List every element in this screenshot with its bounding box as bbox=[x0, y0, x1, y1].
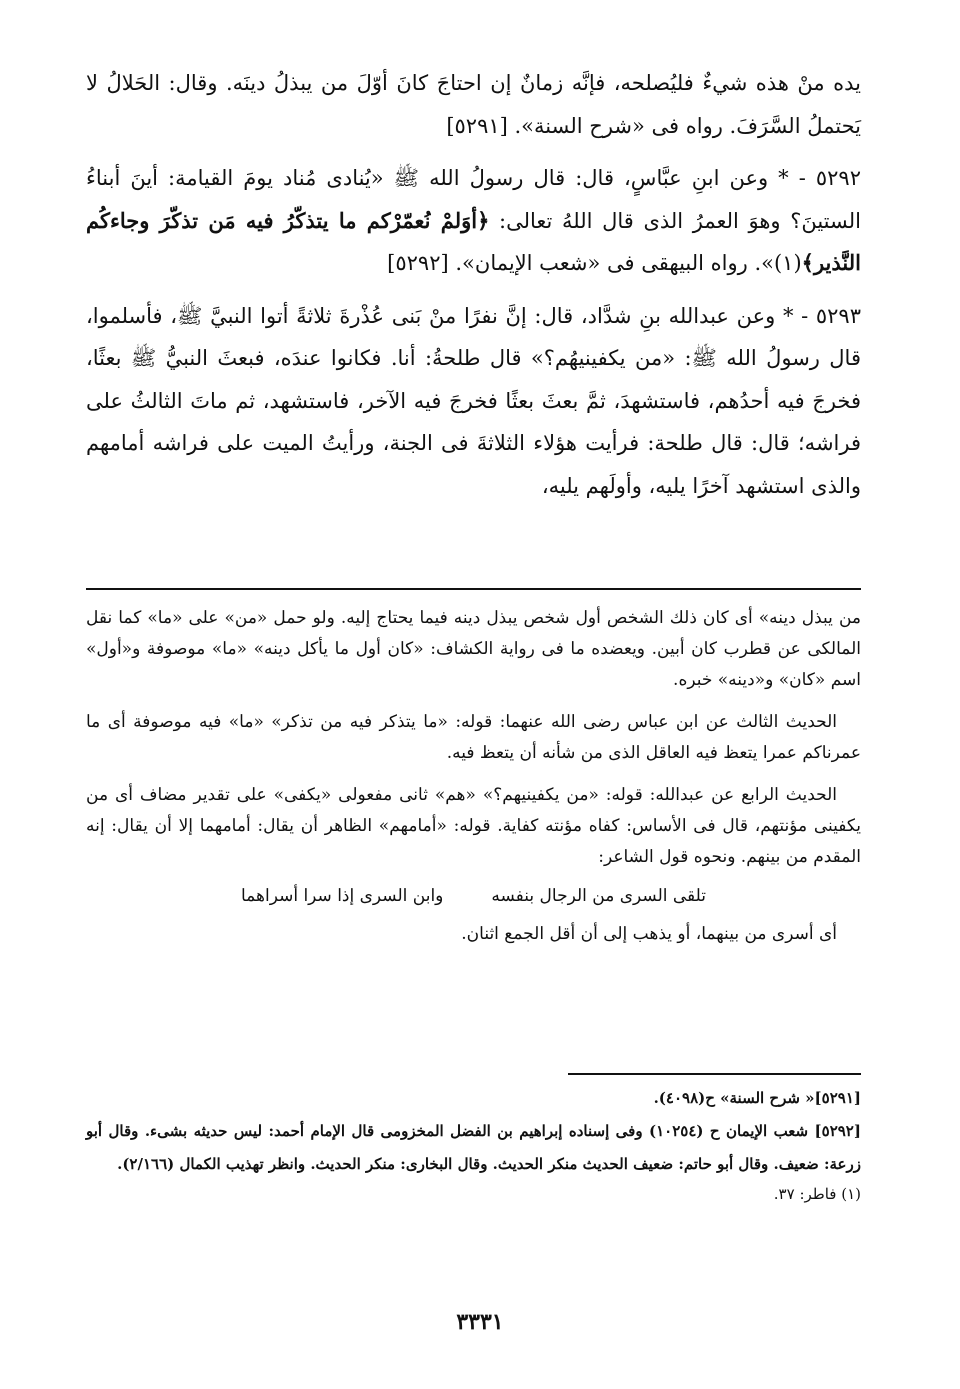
poetry-verse bbox=[86, 881, 861, 912]
commentary-paragraph-3: الحديث الرابع عن عبدالله: قوله: «من يكفينيهم؟» «هم» ثانى مفعولى «يكفى» على تقدير مضاف أى من يكفينى مؤنتهم، قال فى الأساس: كفاه مؤنته كفاية. قوله: «أمامهم» الظاهر أن يقال: أمامهما إلا أن يقال: إنه المقدم من بينهم. ونحوه قول الشاعر: bbox=[86, 785, 861, 867]
verse-second-hemistich: وابن السرى إذا سرا أسراهما bbox=[241, 886, 444, 906]
hadith-5292-text-b: (١)». رواه البيهقى فى «شعب الإيمان». [٥٢٩٢] bbox=[387, 251, 802, 275]
main-divider bbox=[86, 588, 861, 590]
hadith-text bbox=[86, 62, 861, 507]
quran-quote: ﴿أوَلمْ نُعمّرْكم ما يتذكّرُ فيه مَن تذكّرَ وجاءكُم النَّذير﴾ bbox=[86, 207, 861, 275]
hadith-5291-continuation: يده منْ هذه شيءٌ فليُصلحه، فإنَّه زمانٌ إن احتاجَ كانَ أوّلَ من يبذلُ دينَه. وقال: الحَلالُ لا يَحتملُ السَّرَفَ. رواه فى «شرح السنة». [٥٢٩١] bbox=[86, 71, 861, 138]
commentary-paragraph-4: أى أسرى من بينهما، أو يذهب إلى أن أقل الجمع اثنان. bbox=[461, 924, 837, 944]
commentary-paragraph-1: من يبذل دينه» أى كان ذلك الشخص أول شخص يبذل دينه فيما يحتاج إليه. ولو حمل «من» على «ما» كما نقل المالكى عن قطرب كان أبين. ويعضده ما فى رواية الكشاف: «كان أول ما يأكل دينه» «ما» موصوفة و«أول» اسم «كان» و«دينه» خبره. bbox=[86, 608, 861, 690]
verse-first-hemistich: تلقى السرى من الرجال بنفسه bbox=[491, 886, 706, 906]
page-number: ٣٣٣١ bbox=[456, 1309, 504, 1335]
footnote-5291: [٥٢٩١]« شرح السنة» ح(٤٠٩٨). bbox=[653, 1089, 861, 1107]
footnotes-section bbox=[86, 1082, 861, 1207]
footnote-divider bbox=[568, 1073, 861, 1075]
commentary-section bbox=[86, 603, 861, 950]
hadith-5293: ٥٢٩٣ - * وعن عبدالله بنِ شدَّاد، قال: إنَّ نفرًا منْ بَنى عُذْرةَ ثلاثةً أتوا النبيَّ ﷺ، فأسلموا، قال رسولُ الله ﷺ: «من يكفينيهُم؟» قال طلحةُ: أنا. فكانوا عندَه، فبعثَ النبيُّ ﷺ بعثًا، فخرجَ فيه أحدُهم، فاستشهدَ، ثمَّ بعثَ بعثًا فخرجَ فيه الآخر، فاستشهد، ثم ماتَ الثالثُ على فراشه؛ قال: قال طلحة: فرأيت هؤلاء الثلاثةَ فى الجنة، ورأيتُ الميت على فراشه أمامهم والذى استشهد آخرًا يليه، وأولَهم يليه، bbox=[86, 303, 861, 498]
hadith-5292 bbox=[86, 157, 861, 285]
footnote-5292: [٥٢٩٢] شعب الإيمان ح (١٠٢٥٤) وفى إسناده إبراهيم بن الفضل المخزومى قال الإمام أحمد: ليس حديثه بشىء. وقال أبو زرعة: ضعيف. وقال أبو حاتم: ضعيف الحديث منكر الحديث. وقال البخارى: منكر الحديث. وانظر تهذيب الكمال (٢/١٦٦). bbox=[86, 1122, 861, 1173]
commentary-paragraph-2: الحديث الثالث عن ابن عباس رضى الله عنهما: قوله: «ما يتذكر فيه من تذكر» «ما» فيه موصوفة أى ما عمرناكم عمرا يتعظ فيه العاقل الذى من شأنه أن يتعظ فيه. bbox=[86, 712, 861, 763]
hadith-5292-text-a: ٥٢٩٢ - * وعن ابنِ عبَّاسٍ، قال: قال رسولُ الله ﷺ «يُنادى مُناد يومَ القيامة: أينَ أبناءُ الستينَ؟ وهوَ العمرُ الذى قال اللهُ تعالى: bbox=[86, 166, 861, 233]
footnote-1: (١) فاطر: ٣٧. bbox=[773, 1185, 861, 1203]
